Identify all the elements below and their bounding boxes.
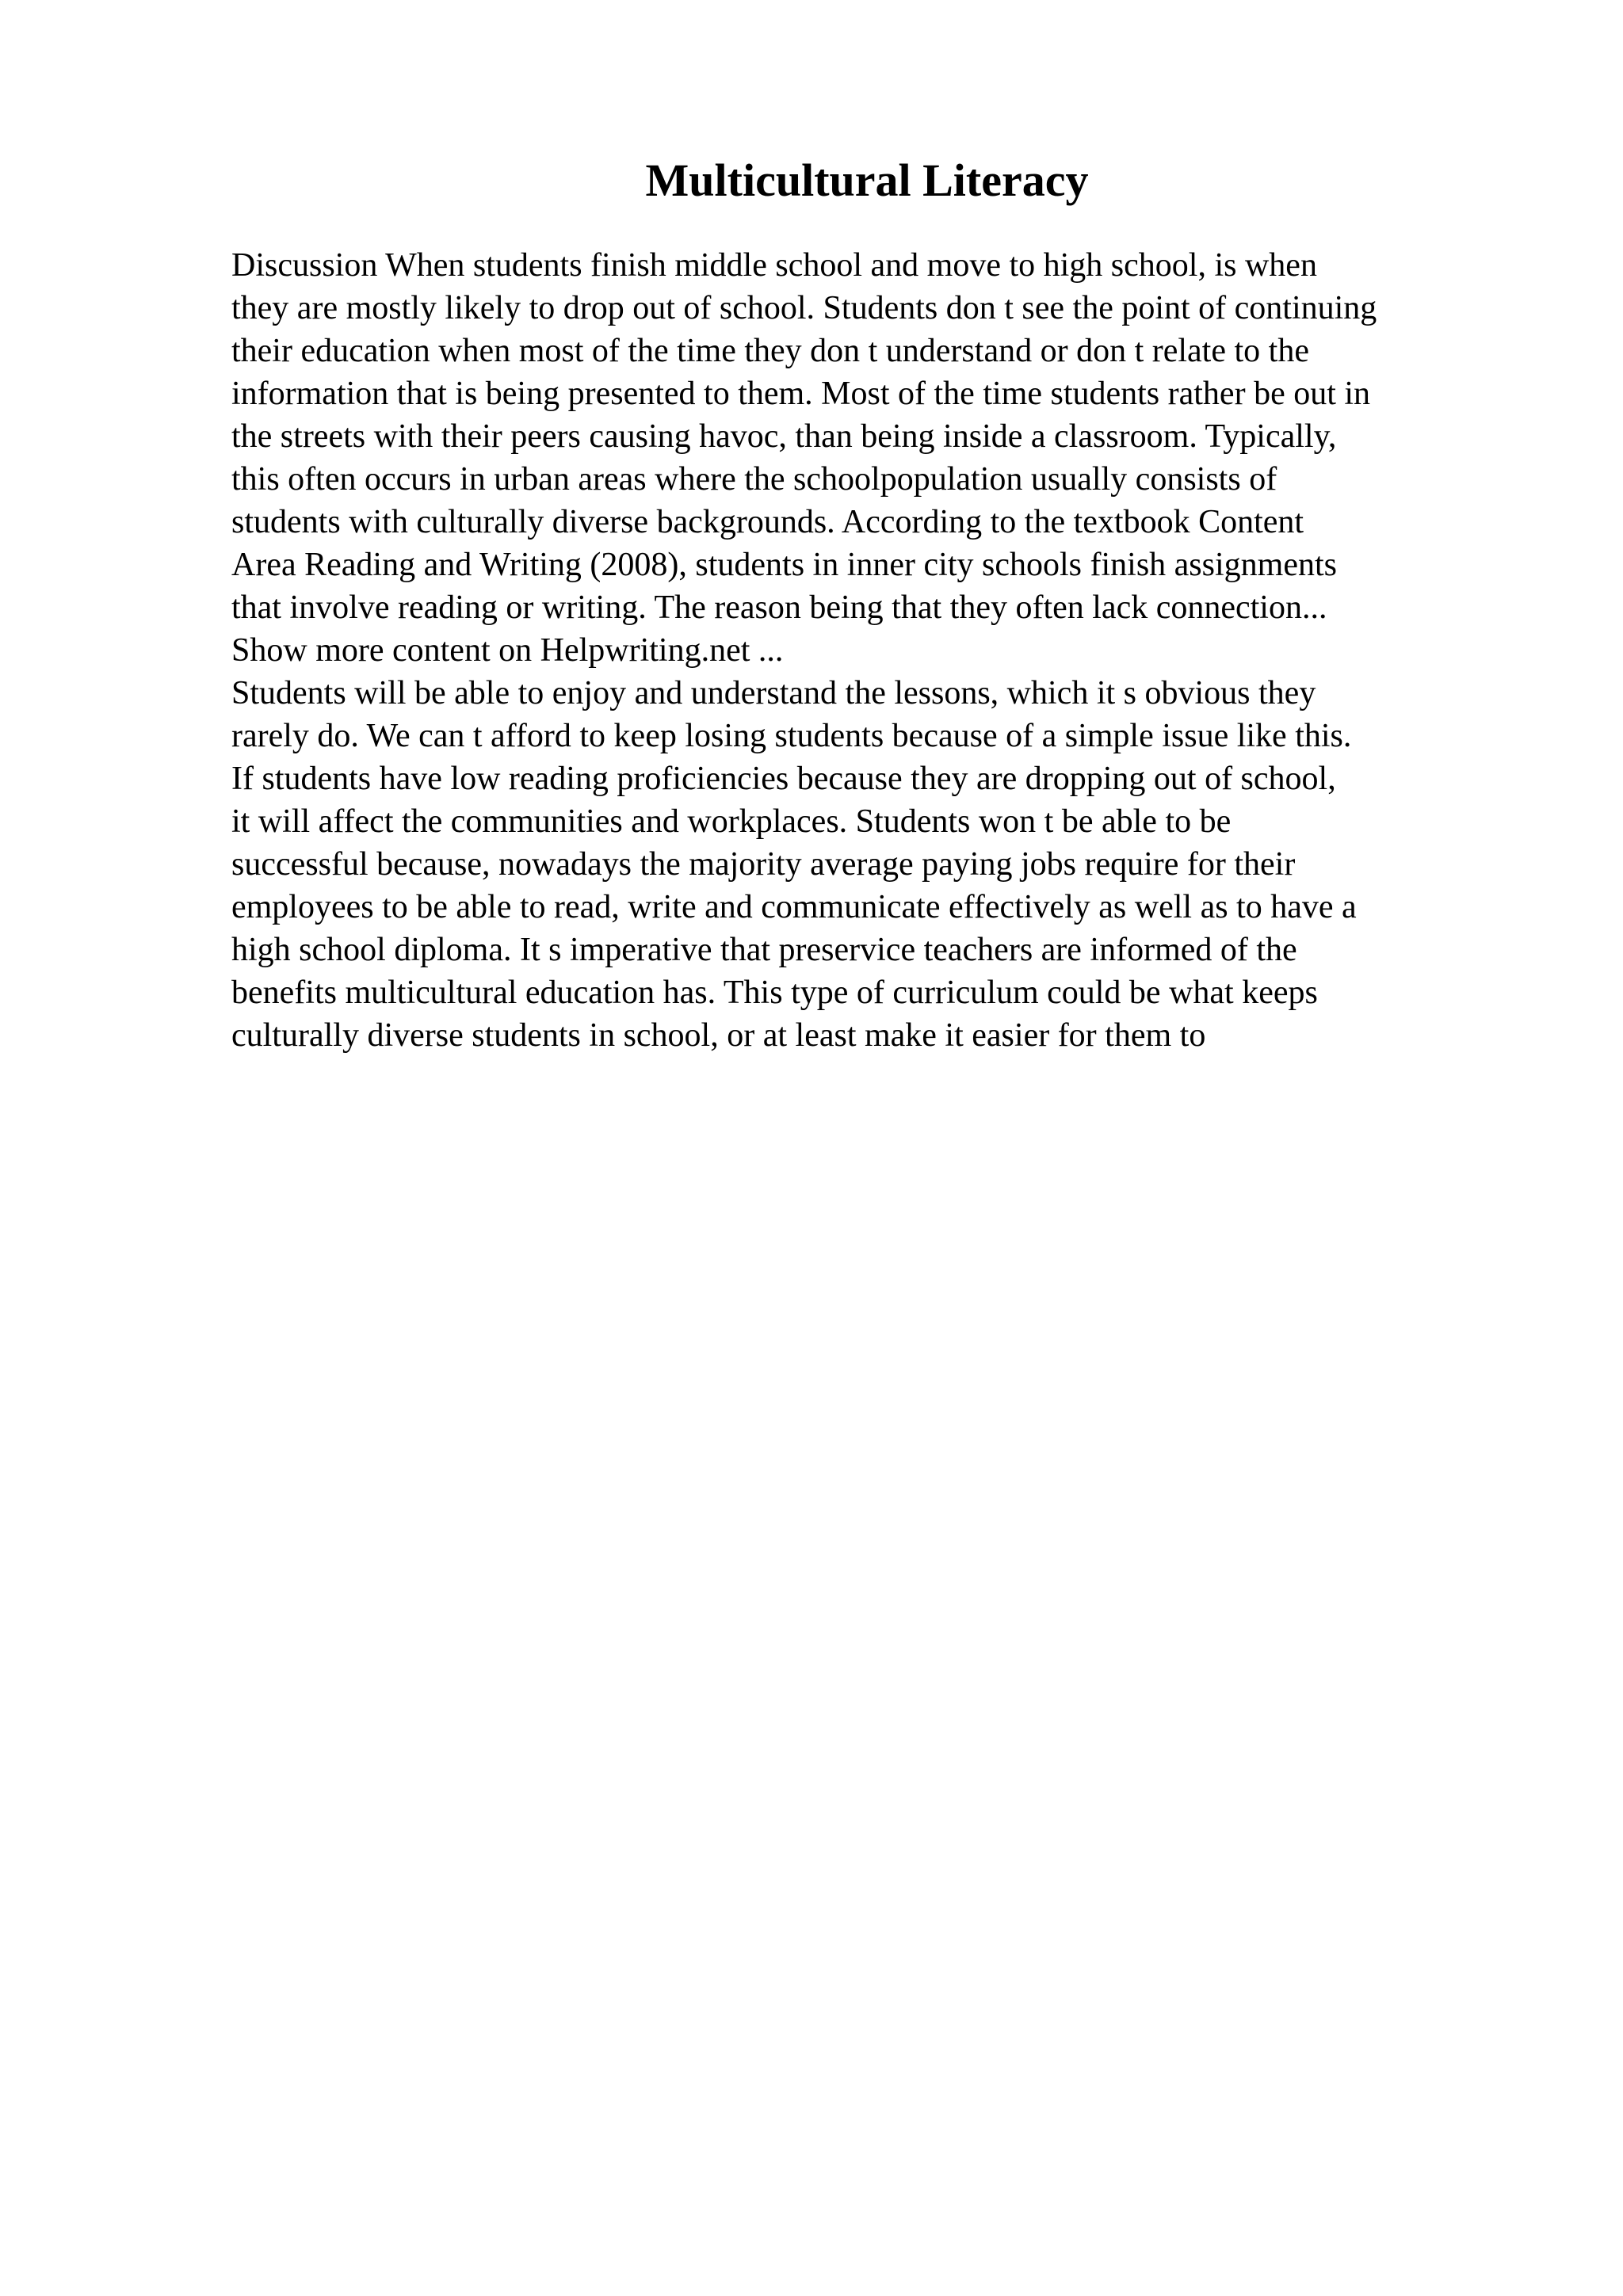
body-line: that involve reading or writing. The reason being that they often lack connection... <box>231 589 1327 626</box>
body-line: information that is being presented to them. Most of the time students rather be out in <box>231 376 1371 412</box>
body-line: benefits multicultural education has. This type of curriculum could be what keeps <box>231 974 1318 1011</box>
body-line: successful because, nowadays the majority average paying jobs require for their <box>231 846 1296 883</box>
body-line: high school diploma. It s imperative that preservice teachers are informed of the <box>231 932 1297 968</box>
body-line: the streets with their peers causing havoc, than being inside a classroom. Typically, <box>231 418 1337 455</box>
body-line: this often occurs in urban areas where the schoolpopulation usually consists of <box>231 461 1277 498</box>
body-line: Discussion When students finish middle school and move to high school, is when <box>231 247 1317 284</box>
body-line: it will affect the communities and workplaces. Students won t be able to be <box>231 803 1232 840</box>
body-line: their education when most of the time they don t understand or don t relate to the <box>231 333 1309 369</box>
body-line: If students have low reading proficiencies because they are dropping out of school, <box>231 761 1336 797</box>
show-more-link-line: Show more content on Helpwriting.net ... <box>231 632 784 669</box>
document-title: Multicultural Literacy <box>645 154 1089 206</box>
body-line: employees to be able to read, write and communicate effectively as well as to have a <box>231 889 1357 925</box>
body-line: rarely do. We can t afford to keep losing students because of a simple issue like this. <box>231 718 1352 754</box>
body-line: Students will be able to enjoy and understand the lessons, which it s obvious they <box>231 675 1316 711</box>
body-line: they are mostly likely to drop out of school. Students don t see the point of continuing <box>231 290 1377 326</box>
document-body <box>231 244 1579 1057</box>
body-line: Area Reading and Writing (2008), students in inner city schools finish assignments <box>231 547 1337 583</box>
body-line: students with culturally diverse backgrounds. According to the textbook Content <box>231 504 1304 540</box>
body-line: culturally diverse students in school, or at least make it easier for them to <box>231 1017 1206 1054</box>
